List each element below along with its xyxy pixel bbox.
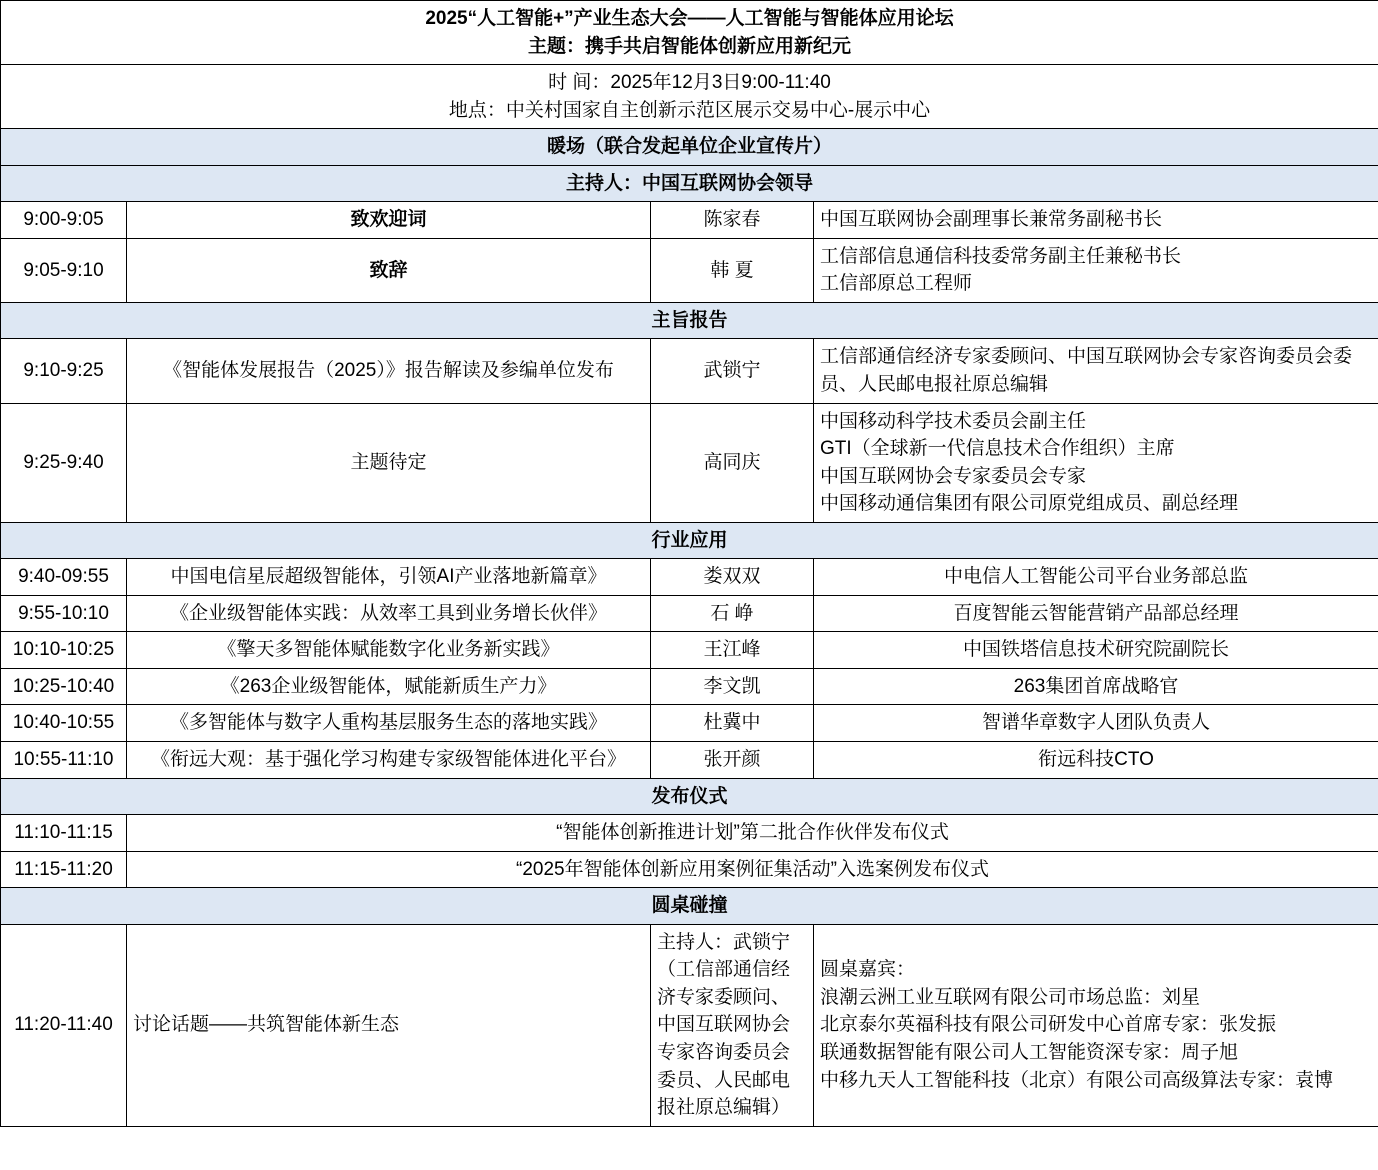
row-time: 9:00-9:05 bbox=[1, 202, 127, 239]
row-release-text: “2025年智能体创新应用案例征集活动”入选案例发布仪式 bbox=[127, 851, 1378, 888]
row-speaker-org: 衔远科技CTO bbox=[814, 742, 1378, 779]
table-row bbox=[1, 238, 1378, 302]
table-row bbox=[1, 339, 1378, 403]
forum-place: 地点：中关村国家自主创新示范区展示交易中心-展示中心 bbox=[448, 99, 931, 121]
section-header-host bbox=[1, 165, 1378, 202]
section-header-warmup-label: 暖场（联合发起单位企业宣传片） bbox=[1, 129, 1378, 166]
section-header-industry-label: 行业应用 bbox=[1, 522, 1378, 559]
row-speaker-org bbox=[814, 339, 1378, 403]
table-row bbox=[1, 705, 1378, 742]
row-topic: 讨论话题——共筑智能体新生态 bbox=[127, 924, 651, 1126]
row-speaker-name: 高同庆 bbox=[651, 403, 814, 522]
row-speaker-name: 李文凯 bbox=[651, 668, 814, 705]
row-topic: 致辞 bbox=[127, 238, 651, 302]
table-row bbox=[1, 202, 1378, 239]
roundtable-guest-item: 中移九天人工智能科技（北京）有限公司高级算法专家：袁博 bbox=[820, 1069, 1334, 1091]
forum-time: 时 间：2025年12月3日9:00-11:40 bbox=[548, 72, 831, 94]
row-speaker-name: 石 峥 bbox=[651, 595, 814, 632]
roundtable-guests bbox=[814, 924, 1378, 1126]
forum-title-line1: 2025“人工智能+”产业生态大会——人工智能与智能体应用论坛 bbox=[425, 8, 954, 29]
section-header-keynote bbox=[1, 302, 1378, 339]
row-time: 9:55-10:10 bbox=[1, 595, 127, 632]
section-header-release-label: 发布仪式 bbox=[1, 778, 1378, 815]
row-time: 10:55-11:10 bbox=[1, 742, 127, 779]
org-line: 工信部原总工程师 bbox=[820, 273, 973, 295]
row-time: 9:25-9:40 bbox=[1, 403, 127, 522]
row-topic: 《企业级智能体实践：从效率工具到业务增长伙伴》 bbox=[127, 595, 651, 632]
table-row bbox=[1, 742, 1378, 779]
row-time: 9:40-09:55 bbox=[1, 559, 127, 596]
section-header-warmup bbox=[1, 129, 1378, 166]
table-row bbox=[1, 403, 1378, 522]
row-speaker-name: 韩 夏 bbox=[651, 238, 814, 302]
row-topic: 《263企业级智能体，赋能新质生产力》 bbox=[127, 668, 651, 705]
table-row bbox=[1, 559, 1378, 596]
org-line: 中国互联网协会副理事长兼常务副秘书长 bbox=[820, 209, 1163, 231]
row-time: 9:10-9:25 bbox=[1, 339, 127, 403]
row-speaker-name: 陈家春 bbox=[651, 202, 814, 239]
row-release-text: “智能体创新推进计划”第二批合作伙伴发布仪式 bbox=[127, 815, 1378, 852]
row-speaker-name: 王江峰 bbox=[651, 632, 814, 669]
forum-title-row bbox=[1, 1, 1378, 65]
table-row bbox=[1, 815, 1378, 852]
forum-meta-cell bbox=[1, 65, 1378, 129]
section-header-keynote-label: 主旨报告 bbox=[1, 302, 1378, 339]
forum-subtitle-line2: 主题：携手共启智能体创新应用新纪元 bbox=[527, 35, 851, 57]
row-topic: 主题待定 bbox=[127, 403, 651, 522]
row-speaker-name: 张开颜 bbox=[651, 742, 814, 779]
row-time: 10:25-10:40 bbox=[1, 668, 127, 705]
row-time: 11:20-11:40 bbox=[1, 924, 127, 1126]
org-line: 中国移动通信集团有限公司原党组成员、副总经理 bbox=[820, 493, 1239, 515]
table-row-roundtable bbox=[1, 924, 1378, 1126]
section-header-release bbox=[1, 778, 1378, 815]
row-speaker-org: 智谱华章数字人团队负责人 bbox=[814, 705, 1378, 742]
row-topic: 致欢迎词 bbox=[127, 202, 651, 239]
row-time: 11:10-11:15 bbox=[1, 815, 127, 852]
table-row bbox=[1, 851, 1378, 888]
row-time: 10:40-10:55 bbox=[1, 705, 127, 742]
section-header-roundtable bbox=[1, 888, 1378, 925]
section-header-roundtable-label: 圆桌碰撞 bbox=[1, 888, 1378, 925]
row-topic: 《衔远大观：基于强化学习构建专家级智能体进化平台》 bbox=[127, 742, 651, 779]
row-topic: 中国电信星辰超级智能体，引领AI产业落地新篇章》 bbox=[127, 559, 651, 596]
row-time: 10:10-10:25 bbox=[1, 632, 127, 669]
forum-meta-row bbox=[1, 65, 1378, 129]
roundtable-guest-item: 北京泰尔英福科技有限公司研发中心首席专家：张发振 bbox=[820, 1014, 1277, 1036]
row-time: 9:05-9:10 bbox=[1, 238, 127, 302]
section-header-industry bbox=[1, 522, 1378, 559]
row-speaker-org: 中国铁塔信息技术研究院副院长 bbox=[814, 632, 1378, 669]
row-speaker-name: 武锁宁 bbox=[651, 339, 814, 403]
row-topic: 《智能体发展报告（2025）》报告解读及参编单位发布 bbox=[127, 339, 651, 403]
row-speaker-org: 中电信人工智能公司平台业务部总监 bbox=[814, 559, 1378, 596]
org-line: 中国移动科学技术委员会副主任 bbox=[820, 410, 1087, 432]
row-speaker-name: 杜冀中 bbox=[651, 705, 814, 742]
roundtable-guest-item: 联通数据智能有限公司人工智能资深专家：周子旭 bbox=[820, 1041, 1239, 1063]
roundtable-guest-item: 浪潮云洲工业互联网有限公司市场总监：刘星 bbox=[820, 986, 1201, 1008]
row-topic: 《擎天多智能体赋能数字化业务新实践》 bbox=[127, 632, 651, 669]
section-header-host-label: 主持人：中国互联网协会领导 bbox=[1, 165, 1378, 202]
table-row bbox=[1, 632, 1378, 669]
table-row bbox=[1, 668, 1378, 705]
roundtable-guests-label: 圆桌嘉宾： bbox=[820, 959, 916, 981]
org-line: 工信部通信经济专家委顾问、中国互联网协会专家咨询委员会委员、人民邮电报社原总编辑 bbox=[820, 346, 1353, 396]
org-line: 中国互联网协会专家委员会专家 bbox=[820, 465, 1087, 487]
table-row bbox=[1, 595, 1378, 632]
row-time: 11:15-11:20 bbox=[1, 851, 127, 888]
row-speaker-org bbox=[814, 202, 1378, 239]
roundtable-host: 主持人：武锁宁（工信部通信经济专家委顾问、中国互联网协会专家咨询委员会委员、人民邮电报社原总编辑） bbox=[651, 924, 814, 1126]
row-speaker-org: 263集团首席战略官 bbox=[814, 668, 1378, 705]
org-line: 工信部信息通信科技委常务副主任兼秘书长 bbox=[820, 245, 1182, 267]
row-speaker-org bbox=[814, 403, 1378, 522]
row-speaker-name: 娄双双 bbox=[651, 559, 814, 596]
row-topic: 《多智能体与数字人重构基层服务生态的落地实践》 bbox=[127, 705, 651, 742]
row-speaker-org bbox=[814, 238, 1378, 302]
org-line: GTI（全球新一代信息技术合作组织）主席 bbox=[820, 438, 1175, 460]
row-speaker-org: 百度智能云智能营销产品部总经理 bbox=[814, 595, 1378, 632]
forum-title-cell bbox=[1, 1, 1378, 65]
